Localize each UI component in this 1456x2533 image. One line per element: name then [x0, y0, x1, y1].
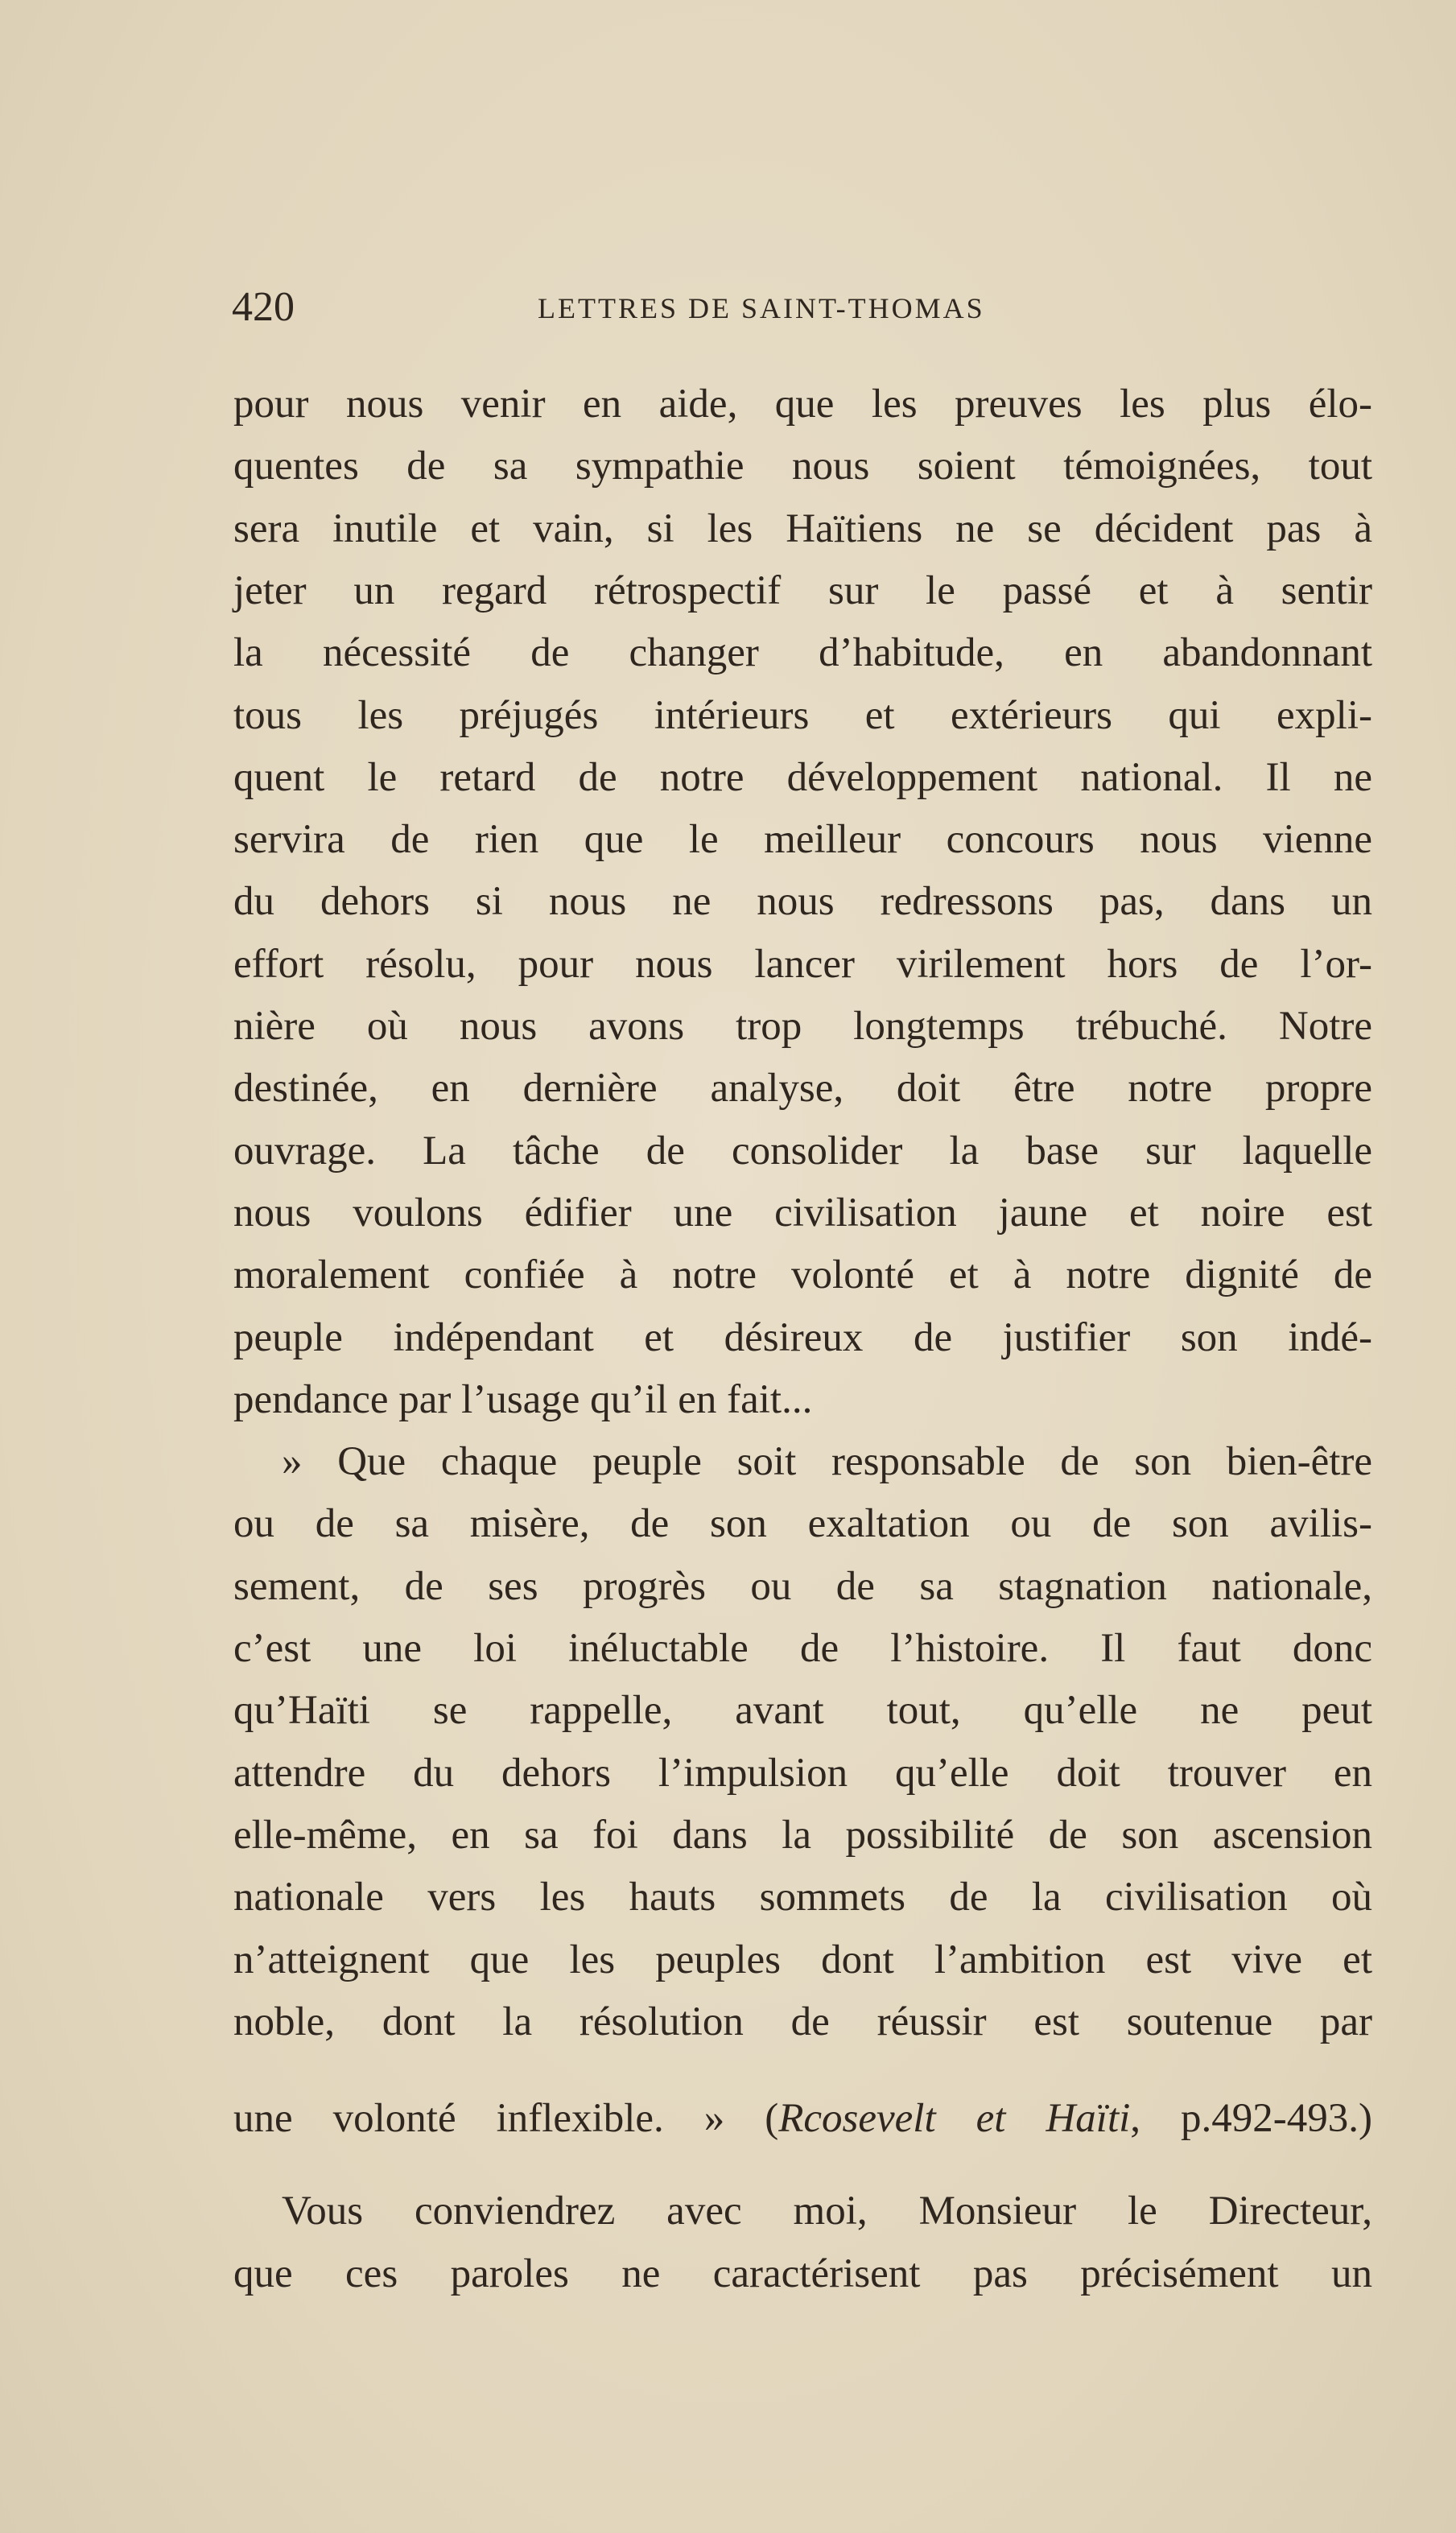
text-line: Vous conviendrez avec moi, Monsieur le Directeur, — [282, 2189, 1372, 2234]
text-line: quent le retard de notre développement national. Il ne — [233, 754, 1372, 800]
text-line: nous voulons édifier une civilisation jaune et noire est — [233, 1190, 1372, 1236]
text-line: quentes de sa sympathie nous soient témoignées, tout — [233, 443, 1372, 489]
text-line: servira de rien que le meilleur concours nous vienne — [233, 817, 1372, 863]
text-line: destinée, en dernière analyse, doit être notre propre — [233, 1066, 1372, 1112]
text-line: ouvrage. La tâche de consolider la base sur laquelle — [233, 1128, 1372, 1174]
text-line: » Que chaque peuple soit responsable de son bien-être — [282, 1439, 1372, 1485]
text-line: elle-même, en sa foi dans la possibilité de son ascension — [233, 1812, 1372, 1858]
text-line: nière où nous avons trop longtemps trébuché. Notre — [233, 1004, 1372, 1049]
text-line: que ces paroles ne caractérisent pas précisément un — [233, 2251, 1372, 2296]
text-line: pendance par l’usage qu’il en fait... — [233, 1376, 813, 1422]
text-line: moralement confiée à notre volonté et à notre dignité de — [233, 1252, 1372, 1298]
citation-text: une volonté inflexible. » ( — [233, 2096, 779, 2141]
text-line: jeter un regard rétrospectif sur le passé et à sentir — [233, 567, 1372, 613]
text-line: effort résolu, pour nous lancer virilement hors de l’or- — [233, 941, 1372, 987]
running-title: LETTRES DE SAINT-THOMAS — [538, 292, 985, 324]
citation-pages: , p.492-493.) — [1130, 2096, 1373, 2141]
text-line: qu’Haïti se rappelle, avant tout, qu’elle ne peut — [233, 1688, 1372, 1734]
text-line: la nécessité de changer d’habitude, en abandonnant — [233, 630, 1372, 676]
text-line: pour nous venir en aide, que les preuves les plus élo- — [233, 382, 1372, 427]
text-line: c’est une loi inéluctable de l’histoire. Il faut donc — [233, 1626, 1372, 1671]
text-line: attendre du dehors l’impulsion qu’elle doit trouver en — [233, 1750, 1372, 1796]
text-line: tous les préjugés intérieurs et extérieurs qui expli- — [233, 692, 1372, 738]
page-number: 420 — [232, 284, 295, 330]
text-line: noble, dont la résolution de réussir est soutenue par — [233, 1999, 1372, 2044]
text-line: sera inutile et vain, si les Haïtiens ne se décident pas à — [233, 505, 1372, 551]
text-line: nationale vers les hauts sommets de la civilisation où — [233, 1875, 1372, 1920]
text-line: sement, de ses progrès ou de sa stagnation nationale, — [233, 1563, 1372, 1609]
citation-line — [233, 2087, 1372, 2150]
text-line: peuple indépendant et désireux de justifier son indé- — [233, 1314, 1372, 1360]
text-line: n’atteignent que les peuples dont l’ambition est vive et — [233, 1937, 1372, 1982]
text-line: ou de sa misère, de son exaltation ou de son avilis- — [233, 1501, 1372, 1547]
cited-work-title: Rcosevelt et Haïti — [778, 2096, 1131, 2141]
text-line: du dehors si nous ne nous redressons pas, dans un — [233, 879, 1372, 925]
